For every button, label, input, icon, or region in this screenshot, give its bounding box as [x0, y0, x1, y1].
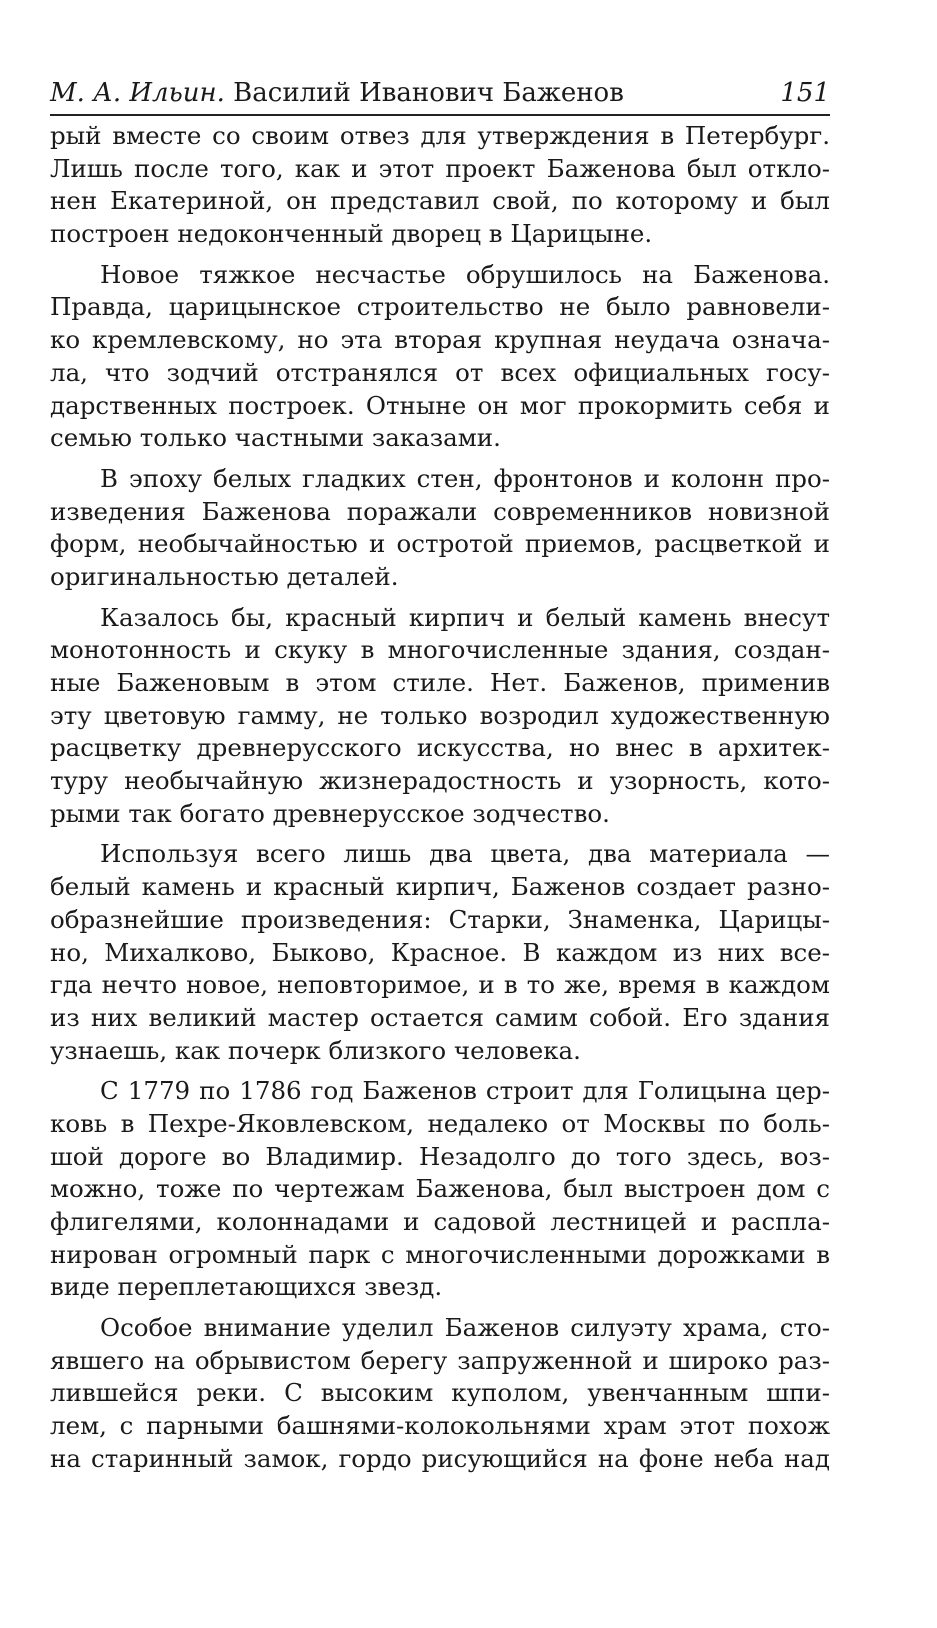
text-line: Новое тяжкое несчастье обрушилось на Баженова. — [100, 259, 830, 289]
running-header — [50, 72, 830, 114]
text-line: туру необычайную жизнерадостность и узорность, кото- — [50, 766, 830, 796]
text-line: флигелями, колоннадами и садовой лестницей и распла- — [50, 1207, 830, 1236]
text-line: узнаешь, как почерк близкого человека. — [50, 1035, 581, 1065]
paragraph — [50, 259, 830, 455]
text-line: расцветку древнерусского искусства, но внес в архитек- — [50, 733, 830, 763]
text-line: рый вместе со своим отвез для утверждения в Петербург. — [50, 121, 830, 150]
text-line: дарственных построек. Отныне он мог прокормить себя и — [50, 390, 830, 420]
text-line: но, Михалково, Быково, Красное. В каждом из них все- — [50, 937, 830, 967]
text-line: лившейся реки. С высоким куполом, увенчанным шпи- — [50, 1378, 830, 1408]
text-line: нирован огромный парк с многочисленными дорожками в — [50, 1239, 830, 1269]
text-line: образнейшие произведения: Старки, Знаменка, Царицы- — [50, 904, 830, 934]
text-line: семью только частными заказами. — [50, 423, 501, 453]
paragraph — [50, 1312, 830, 1475]
paragraph — [50, 838, 830, 1067]
text-line: ла, что зодчий отстранялся от всех официальных госу- — [50, 357, 830, 387]
paragraph — [50, 602, 830, 831]
text-line: Казалось бы, красный кирпич и белый камень внесут — [100, 602, 830, 632]
text-line: В эпоху белых гладких стен, фронтонов и колонн про- — [100, 463, 830, 493]
text-line: гда нечто новое, неповторимое, и в то же, время в каждом — [50, 970, 830, 1000]
paragraph-gap — [50, 1067, 830, 1075]
body-text — [50, 120, 830, 1476]
text-line: эту цветовую гамму, не только возродил художественную — [50, 700, 830, 730]
paragraph — [50, 1075, 830, 1304]
text-line: изведения Баженова поражали современников новизной — [50, 496, 830, 526]
text-line: из них великий мастер остается самим собой. Его здания — [50, 1002, 830, 1032]
text-line: белый камень и красный кирпич, Баженов создает разно- — [50, 872, 830, 902]
paragraph — [50, 120, 830, 251]
text-line: Правда, царицынское строительство не было равновели- — [50, 292, 830, 322]
text-line: можно, тоже по чертежам Баженова, был выстроен дом с — [50, 1174, 830, 1204]
paragraph-gap — [50, 455, 830, 463]
text-line: рыми так богато древнерусское зодчество. — [50, 798, 610, 828]
header-title: Василий Иванович Баженов — [233, 78, 624, 108]
text-line: построен недоконченный дворец в Царицыне. — [50, 219, 653, 249]
header-author: М. А. Ильин. — [50, 78, 225, 108]
text-line: монотонность и скуку в многочисленные здания, создан- — [50, 635, 830, 665]
text-line: шой дороге во Владимир. Незадолго до того здесь, воз- — [50, 1141, 830, 1171]
book-page — [50, 72, 830, 1476]
text-line: Лишь после того, как и этот проект Баженова был откло- — [50, 153, 830, 183]
text-line: Используя всего лишь два цвета, два материала — — [100, 839, 830, 869]
text-line: на старинный замок, гордо рисующийся на фоне неба над — [50, 1443, 830, 1473]
header-rule — [50, 114, 830, 116]
paragraph-gap — [50, 594, 830, 602]
text-line: нен Екатериной, он представил свой, по которому и был — [50, 186, 830, 216]
text-line: виде переплетающихся звезд. — [50, 1272, 443, 1302]
paragraph-gap — [50, 251, 830, 259]
text-line: оригинальностью деталей. — [50, 561, 399, 591]
paragraph-gap — [50, 1304, 830, 1312]
text-line: ковь в Пехре-Яковлевском, недалеко от Москвы по боль- — [50, 1108, 830, 1138]
text-line: ные Баженовым в этом стиле. Нет. Баженов, применив — [50, 668, 830, 697]
text-line: ко кремлевскому, но эта вторая крупная неудача означа- — [50, 325, 830, 355]
text-line: форм, необычайностью и остротой приемов, расцветкой и — [50, 529, 830, 559]
paragraph — [50, 463, 830, 594]
text-line: явшего на обрывистом берегу запруженной и широко раз- — [50, 1345, 830, 1375]
page-number: 151 — [780, 78, 830, 108]
text-line: С 1779 по 1786 год Баженов строит для Голицына цер- — [100, 1076, 830, 1106]
text-line: лем, с парными башнями-колокольнями храм этот похож — [50, 1411, 830, 1441]
text-line: Особое внимание уделил Баженов силуэту храма, сто- — [100, 1313, 830, 1343]
paragraph-gap — [50, 830, 830, 838]
